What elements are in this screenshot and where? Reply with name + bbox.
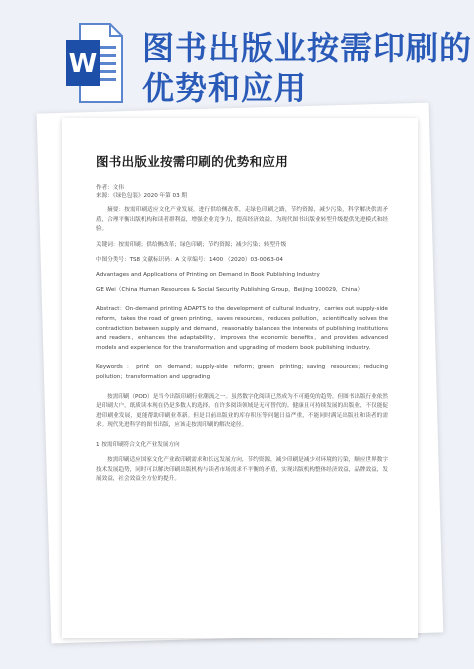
intro-paragraph: 按需印刷（POD）是当今出版印刷行业潮流之一。虽然数字化阅读已然成为不可避免的趋势，但图书出版行业依然是印刷大户，纸质读本现在仍是多数人的选择，在许多阅读领域是无可替代的。健康且可持续发展的出版业，不仅能促进印刷业发展，更能帮助印刷业革新。但是目前出版业的库存积压等问题日益严重，不能同时满足出版社和读者的需求。现代先进科学的图书出版，应该走按需印刷的解决途径。 bbox=[96, 393, 388, 429]
author-en: GE Wei（China Human Resources & Social Security Publishing Group，Beijing 100029，China） bbox=[96, 286, 364, 293]
word-icon-letter: W bbox=[68, 49, 98, 79]
source-line: 来源：《绿色包装》2020 年第 03 期 bbox=[96, 193, 188, 199]
banner-title: 图书出版业按需印刷的优势和应用 bbox=[142, 29, 473, 107]
author-line: 作者：文伟 bbox=[96, 185, 124, 191]
document-title: 图书出版业按需印刷的优势和应用 bbox=[96, 154, 289, 169]
classification-line: 中图分类号：TS8 文献标识码：A 文章编号：1400 （2020）03-0063-04 bbox=[96, 256, 283, 263]
abstract-cn: 摘要：按需印刷适应文化产业发展，进行供给侧改革，走绿色印刷之路，节约资源，减少污染，科学解决供需矛盾，合理平衡出版机构和读者群利益，增强企业竞争力，提高经济效益，为现代图书出版业转型升级提供先进模式和经验。 bbox=[96, 207, 388, 233]
document-page bbox=[62, 118, 418, 638]
section-1-text: 按需印刷适应国家文化产业政印刷需求和长远发展方向，节约资源，减少印刷是减少对环境的污染，顺应世界数字技术发展趋势，同时可以解决印刷出版机构与读者市场需求不平衡的矛盾，实现出版机构整体经济效益，品牌效益，发展效益，社会效益全方位的提升。 bbox=[96, 456, 388, 483]
section-1-heading: 1 按需印刷符合文化产业发展方向 bbox=[96, 441, 180, 448]
abstract-en: Abstract：On-demand printing ADAPTS to the development of cultural industry，carries out supply-side reform，takes the road of green printing，saves resources，reduces pollution，scientifically solves the contradiction between supply and demand，reasonably balances the interests of publishing institutions and readers，enhances the adaptability，improves the economic benefits，and provides advanced models and experience for the transformation and upgrading of modern book publishing industry. bbox=[96, 306, 388, 351]
keywords-en: Keywords：print on demand；supply-side reform；green printing；saving resources；reducing pollution；transformation and upgrading bbox=[96, 364, 388, 380]
title-en: Advantages and Applications of Printing on Demand in Book Publishing Industry bbox=[96, 271, 320, 278]
keywords-cn: 关键词：按需印刷；供给侧改革；绿色印刷；节约资源；减少污染；转型升级 bbox=[96, 241, 287, 248]
word-document-icon bbox=[64, 22, 124, 104]
